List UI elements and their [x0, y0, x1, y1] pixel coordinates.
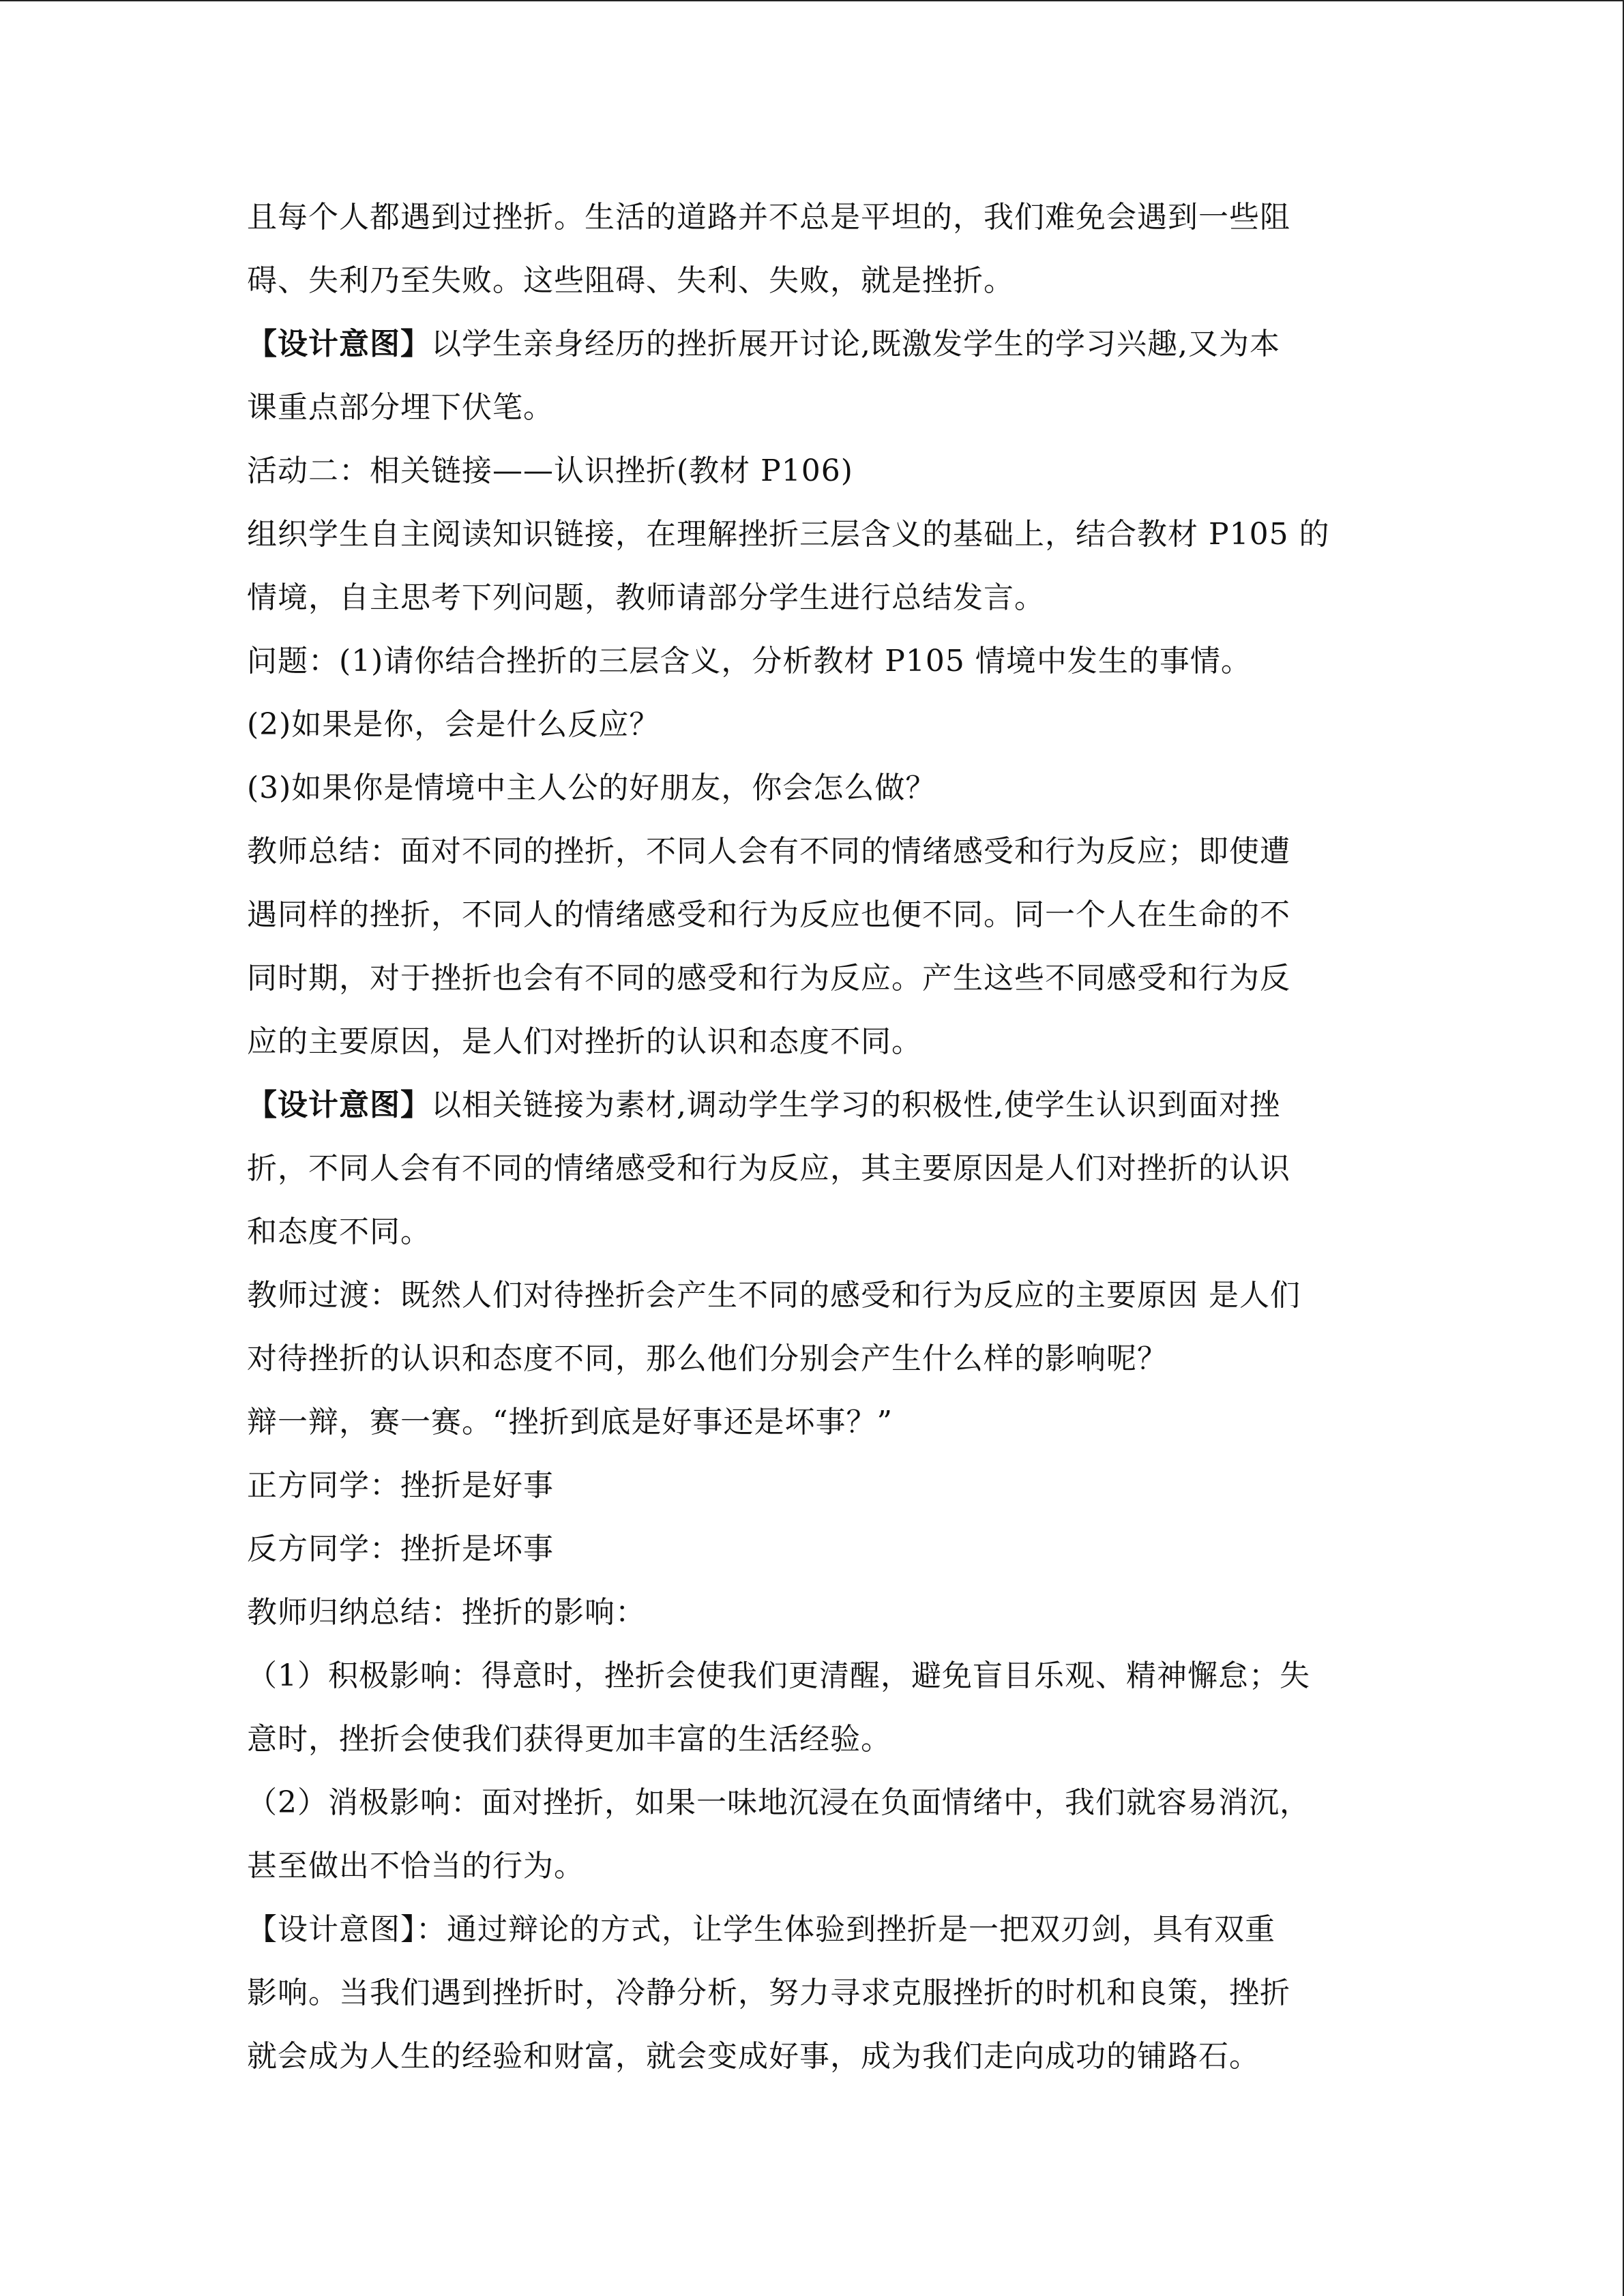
design-intent-line: 【设计意图】以相关链接为素材,调动学生学习的积极性,使学生认识到面对挫	[247, 1088, 1280, 1122]
design-intent-label: 【设计意图】	[247, 327, 431, 361]
text-line: 情境，自主思考下列问题，教师请部分学生进行总结发言。	[247, 580, 1045, 615]
list-item: （1）积极影响：得意时，挫折会使我们更清醒，避免盲目乐观、精神懈怠；失	[247, 1658, 1310, 1693]
list-item: （2）消极影响：面对挫折，如果一味地沉浸在负面情绪中，我们就容易消沉，	[247, 1785, 1310, 1820]
text-line: 课重点部分埋下伏笔。	[247, 390, 554, 425]
text-line: 教师过渡：既然人们对待挫折会产生不同的感受和行为反应的主要原因 是人们	[247, 1278, 1301, 1313]
text-line: 和态度不同。	[247, 1214, 431, 1249]
text-line: 组织学生自主阅读知识链接，在理解挫折三层含义的基础上，结合教材 P105 的	[247, 517, 1330, 552]
design-intent-line: 【设计意图】以学生亲身经历的挫折展开讨论,既激发学生的学习兴趣,又为本	[247, 327, 1280, 361]
design-intent-line: 【设计意图】：通过辩论的方式，让学生体验到挫折是一把双刃剑，具有双重	[247, 1912, 1275, 1947]
text-line: 应的主要原因，是人们对挫折的认识和态度不同。	[247, 1024, 922, 1059]
text-line: 辩一辩，赛一赛。“挫折到底是好事还是坏事？”	[247, 1405, 893, 1440]
text-line: 影响。当我们遇到挫折时，冷静分析，努力寻求克服挫折的时机和良策，挫折	[247, 1976, 1290, 2010]
text-line: 对待挫折的认识和态度不同，那么他们分别会产生什么样的影响呢？	[247, 1341, 1168, 1376]
text-line: 教师总结：面对不同的挫折，不同人会有不同的情绪感受和行为反应；即使遭	[247, 834, 1290, 869]
activity-heading: 活动二：相关链接——认识挫折(教材 P106)	[247, 453, 853, 488]
text-line: 就会成为人生的经验和财富，就会变成好事，成为我们走向成功的铺路石。	[247, 2039, 1260, 2074]
question-line: 问题：(1)请你结合挫折的三层含义，分析教材 P105 情境中发生的事情。	[247, 644, 1252, 679]
text-line: 反方同学：挫折是坏事	[247, 1532, 554, 1566]
text-line: 折，不同人会有不同的情绪感受和行为反应，其主要原因是人们对挫折的认识	[247, 1151, 1290, 1186]
text-line: 教师归纳总结：挫折的影响：	[247, 1595, 646, 1630]
text-line: 且每个人都遇到过挫折。生活的道路并不总是平坦的，我们难免会遇到一些阻	[247, 200, 1290, 235]
document-body	[247, 185, 1379, 2088]
text-line: 意时，挫折会使我们获得更加丰富的生活经验。	[247, 1722, 891, 1757]
text-line: 甚至做出不恰当的行为。	[247, 1849, 585, 1883]
text-line: 遇同样的挫折，不同人的情绪感受和行为反应也便不同。同一个人在生命的不	[247, 897, 1290, 932]
text-line: 正方同学：挫折是好事	[247, 1468, 554, 1503]
question-line: (3)如果你是情境中主人公的好朋友，你会怎么做？	[247, 771, 936, 805]
text-line: 同时期，对于挫折也会有不同的感受和行为反应。产生这些不同感受和行为反	[247, 961, 1290, 996]
design-intent-label: 【设计意图】	[247, 1088, 431, 1122]
text-line: 碍、失利乃至失败。这些阻碍、失利、失败，就是挫折。	[247, 263, 1014, 298]
question-line: (2)如果是你，会是什么反应？	[247, 707, 660, 742]
